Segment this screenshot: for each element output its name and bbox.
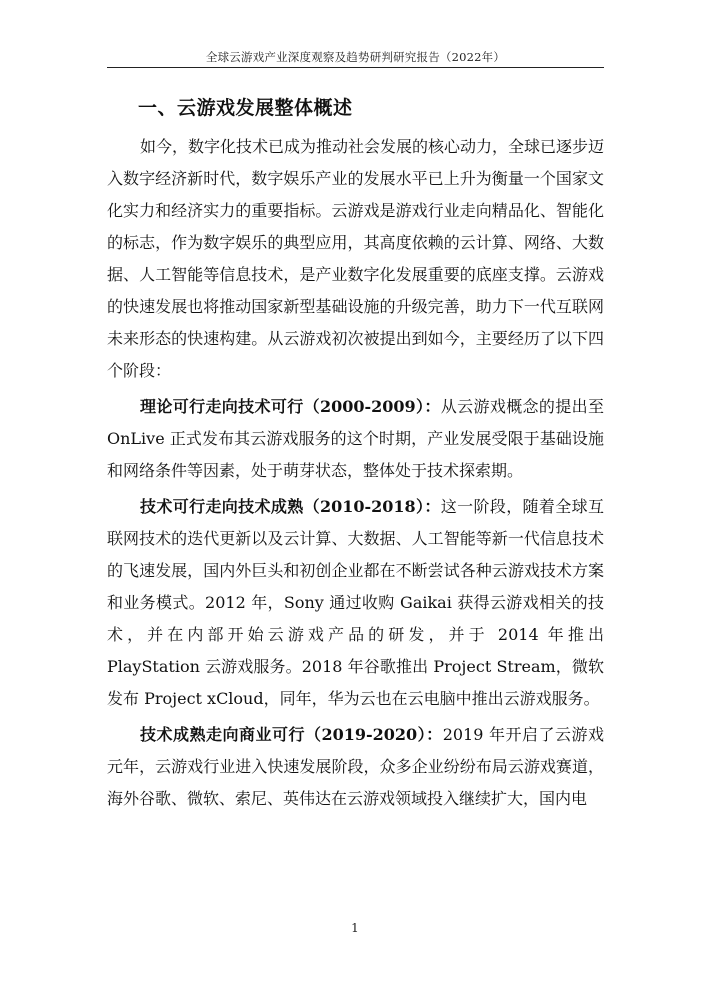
stage-paragraph xyxy=(107,491,604,715)
stage-title: 技术成熟走向商业可行（2019-2020）： xyxy=(140,725,443,744)
intro-paragraph: 如今，数字化技术已成为推动社会发展的核心动力，全球已逐步迈入数字经济新时代，数字娱乐产业的发展水平已上升为衡量一个国家文化实力和经济实力的重要指标。云游戏是游戏行业走向精品化、智能化的标志，作为数字娱乐的典型应用，其高度依赖的云计算、网络、大数据、人工智能等信息技术，是产业数字化发展重要的底座支撑。云游戏的快速发展也将推动国家新型基础设施的升级完善，助力下一代互联网未来形态的快速构建。从云游戏初次被提出到如今，主要经历了以下四个阶段： xyxy=(107,137,605,380)
stage-title: 技术可行走向技术成熟（2010-2018）： xyxy=(140,497,441,516)
stage-title: 理论可行走向技术可行（2000-2009）： xyxy=(140,397,441,416)
header-rule xyxy=(107,67,604,68)
body-content xyxy=(107,131,604,815)
stage-paragraph xyxy=(107,391,604,487)
stage-text: 从云游戏概念的提出至OnLive 正式发布其云游戏服务的这个时期，产业发展受限于基础设施和网络条件等因素，处于萌芽状态，整体处于技术探索期。 xyxy=(107,397,604,480)
section-heading: 一、云游戏发展整体概述 xyxy=(138,97,353,119)
running-header: 全球云游戏产业深度观察及趋势研判研究报告（2022年） xyxy=(205,50,506,64)
stage-text: 2019 年开启了云游戏元年，云游戏行业进入快速发展阶段，众多企业纷纷布局云游戏赛道，海外谷歌、微软、索尼、英伟达在云游戏领域投入继续扩大，国内电 xyxy=(107,725,604,808)
stage-text: 这一阶段，随着全球互联网技术的迭代更新以及云计算、大数据、人工智能等新一代信息技术的飞速发展，国内外巨头和初创企业都在不断尝试各种云游戏技术方案和业务模式。2012 年，Sony 通过收购 Gaikai 获得云游戏相关的技术，并在内部开始云游戏产品的研发，并于 2014 年推出 PlayStation 云游戏服务。2018 年谷歌推出 Project Stream，微软发布 Project xCloud，同年，华为云也在云电脑中推出云游戏服务。 xyxy=(107,497,604,708)
page-number: 1 xyxy=(351,921,359,935)
stage-paragraph xyxy=(107,719,604,815)
